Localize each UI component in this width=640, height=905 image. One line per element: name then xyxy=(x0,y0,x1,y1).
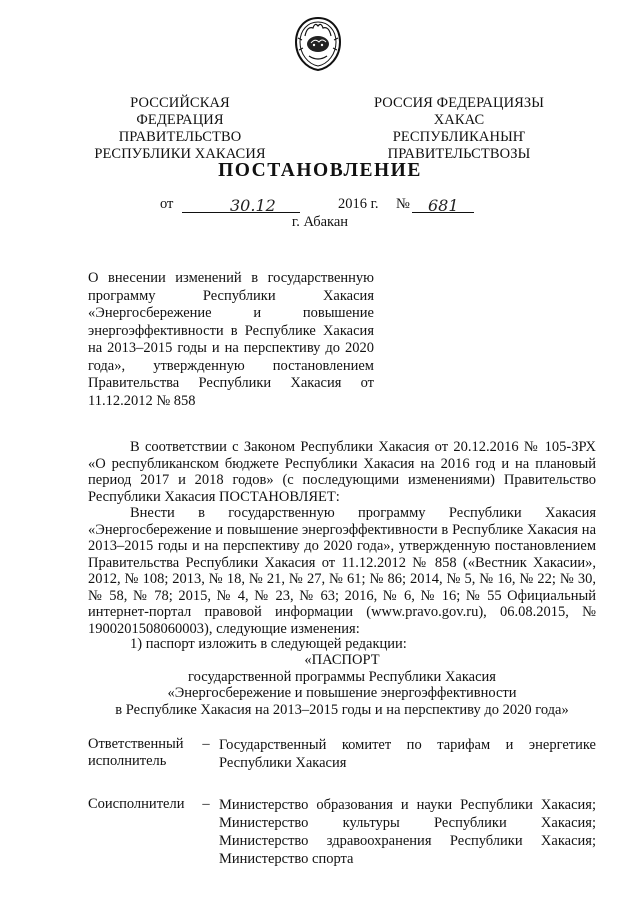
header-left xyxy=(86,95,274,163)
number-handwritten: 681 xyxy=(428,196,459,215)
passport-heading xyxy=(88,652,596,718)
date-handwritten: 30.12 xyxy=(230,196,276,215)
passport-heading-line: «ПАСПОРТ xyxy=(304,652,380,668)
passport-row-value: Государственный комитет по тарифам и энергетике Республики Хакасия xyxy=(219,737,596,771)
passport-row-label: Соисполнители xyxy=(88,796,185,812)
body-paragraph-2 xyxy=(88,505,596,637)
paragraph-text: В соответствии с Законом Республики Хакасия от 20.12.2016 № 105-ЗРХ «О республиканском бюджете Республики Хакасия на 2016 год и на плановый период 2017 и 2018 годов» (с последующими изменениями) Правительство Республики Хакасия ПОСТАНОВЛЯЕТ: xyxy=(88,439,596,505)
document-subject xyxy=(88,270,374,410)
passport-heading-line: «Энергосбережение и повышение энергоэффективности xyxy=(167,685,517,701)
paragraph-text: Внести в государственную программу Республики Хакасия «Энергосбережение и повышение энергоэффективности в Республике Хакасия на 2013–2015 годы и на перспективу до 2020 года», утвержденную постановлением Правительства Республики Хакасия от 11.12.2012 № 858 («Вестник Хакасии», 2012, № 108; 2013, № 18, № 21, № 27, № 61; № 86; 2014, № 5, № 16, № 22; № 30, № 58, № 78; 2015, № 4, № 23, № 63; 2016, № 6, № 16; № 55 Официальный интернет-портал правовой информации (www.pravo.gov.ru), 06.08.2015, № 1900201508060003), следующие изменения: xyxy=(88,505,596,637)
passport-row-label: Ответственный исполнитель xyxy=(88,736,184,769)
date-year: 2016 г. xyxy=(338,196,379,212)
khakassia-coat-of-arms-icon xyxy=(293,16,343,72)
header-right-line: РОССИЯ ФЕДЕРАЦИЯЗЫ xyxy=(373,95,545,111)
city-label: г. Абакан xyxy=(291,214,349,230)
passport-heading-line: государственной программы Республики Хакасия xyxy=(188,668,496,685)
header-right-line: ПРАВИТЕЛЬСТВОЗЫ xyxy=(387,146,531,162)
passport-row-dash: – xyxy=(202,796,210,812)
document-title: ПОСТАНОВЛЕНИЕ xyxy=(218,160,422,181)
passport-row-value: Министерство образования и науки Республики Хакасия; Министерство культуры Республики Хакасия; Министерство здравоохранения Республики Хакасия; Министерство спорта xyxy=(219,797,596,867)
passport-row-dash: – xyxy=(202,736,210,752)
date-from-label: от xyxy=(160,196,174,212)
header-left-line: РОССИЙСКАЯ ФЕДЕРАЦИЯ xyxy=(130,95,230,128)
number-label: № xyxy=(396,196,410,212)
header-right xyxy=(370,95,548,163)
header-left-line: РЕСПУБЛИКИ ХАКАСИЯ xyxy=(94,146,266,162)
body-paragraph-1 xyxy=(88,439,596,505)
header-right-line: ХАКАС РЕСПУБЛИКАНЫҤ xyxy=(392,112,526,145)
header-left-line: ПРАВИТЕЛЬСТВО xyxy=(118,129,242,145)
list-item-1: 1) паспорт изложить в следующей редакции: xyxy=(130,636,407,652)
subject-text: О внесении изменений в государственную программу Республики Хакасия «Энергосбережение и повышение энергоэффективности в Республике Хакасия на 2013–2015 годы и на перспективу до 2020 года», утвержденную постановлением Правительства Республики Хакасия от 11.12.2012 № 858 xyxy=(88,270,374,409)
passport-heading-line: в Республике Хакасия на 2013–2015 годы и на перспективу до 2020 года» xyxy=(115,701,569,718)
